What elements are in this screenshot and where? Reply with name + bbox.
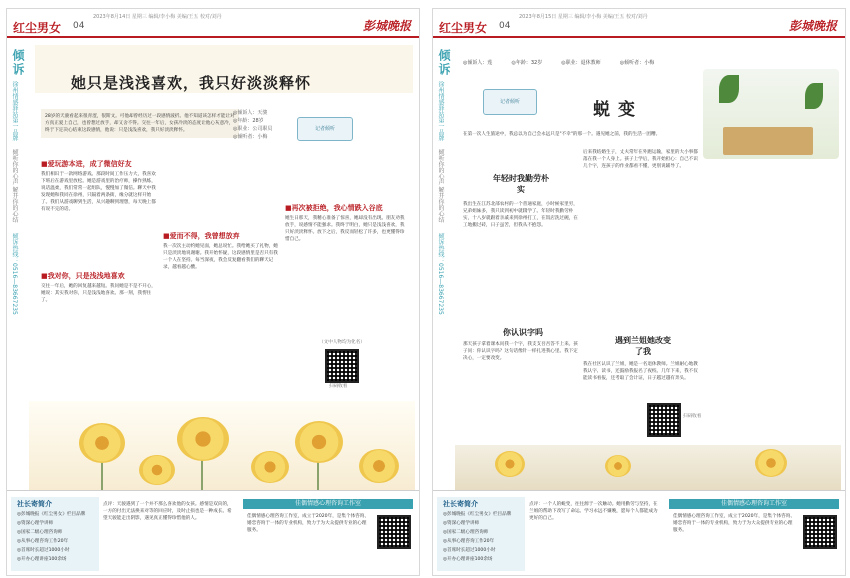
flower-decoration <box>139 455 175 485</box>
left-section-body: 交往一年后，她的回复越来越短。我问她是不是不开心，她说：其实我对你，只是浅浅地喜欢。那一刻，我愣住了。 <box>41 284 156 303</box>
left-newspaper-brand: 彭城晚报 <box>362 19 411 33</box>
left-page-header <box>7 9 419 39</box>
left-article-title: 她只是浅浅喜欢，我只好淡淡释怀 <box>71 74 312 92</box>
intro-line: ◎开办心理讲座100余场 <box>17 557 67 562</box>
left-header-meta: 2023年8月14日 星期三 编辑/李小梅 美编/王五 校对/刘丹 <box>93 14 222 20</box>
flower-decoration <box>755 449 787 477</box>
left-section-heading: ■再次被拒绝，我心情跌入谷底 <box>285 204 383 212</box>
right-newspaper-page <box>432 8 846 576</box>
intro-line: ◎国家二级心理咨询师 <box>17 530 63 535</box>
flower-decoration <box>79 423 125 463</box>
right-header-rule <box>433 36 845 38</box>
byline-line: ◎倾诉人：天骏 <box>233 110 268 116</box>
left-page-footer <box>7 490 419 575</box>
flower-decoration <box>495 451 525 477</box>
right-article-column: 我在社区认识了兰姐，她是一名退休教师。兰姐耐心地教我认字、读书，还鼓励我报名了夜校。几年下来，我不仅能读书看报，还考取了会计证，日子越过越有奔头。 <box>583 362 698 381</box>
right-reporter-stamp: 记者倾听 <box>483 89 537 115</box>
right-page-header <box>433 9 845 39</box>
right-page-footer <box>433 490 845 575</box>
byline-line: ◎年龄：28岁 <box>233 118 264 124</box>
right-subheading: 你认识字吗 <box>503 327 543 337</box>
left-flower-illustration <box>29 401 415 491</box>
right-footer-comment: 点评：一个人的蜕变，往往源于一次触动。她用勤劳与坚持，在兰姐的帮助下改写了命运。学习永远不嫌晚，愿每个人都能成为更好的自己。 <box>529 502 658 521</box>
book-decoration <box>723 127 813 155</box>
left-reporter-stamp: 记者倾听 <box>297 117 353 141</box>
right-subheading: 遇到兰姐她改变了我 <box>615 335 671 356</box>
flower-decoration <box>359 449 399 483</box>
ribbon-item: ◎年龄：32岁 <box>511 60 543 66</box>
left-header-rule <box>7 36 419 38</box>
right-studio-text: 佳偶情感心理咨询工作室，成立于2020年，是集个体咨询、婚恋咨询于一体的专业机构，致力于为大众提供专业的心理服务。 <box>673 514 795 533</box>
right-article-column: 那天孩子拿着课本问我一个字，我支支吾吾答不上来。孩子问：你认识字吗？这句话像针一样扎进我心里。我下定决心，一定要改变。 <box>463 342 578 361</box>
right-newspaper-brand: 彭城晚报 <box>788 19 837 33</box>
right-intro-title: 社长寄简介 <box>443 500 478 508</box>
left-section-heading: ■爱玩游本进，成了微信好友 <box>41 160 132 168</box>
left-strip-tagline: 徐州情感驿站第一品牌 <box>11 81 18 141</box>
right-header-meta: 2023年8月15日 星期三 编辑/李小梅 美编/王五 校对/刘丹 <box>519 14 648 20</box>
left-credit-note: （文中人物均为化名） <box>319 340 365 345</box>
left-section-body: 她生日那天，我精心准备了惊喜，她却没有出现。朋友劝我放手，说感情不能强求。我终于明白，她只是浅浅喜欢，我只好淡淡释怀。放下之后，我反而轻松了许多，也更懂得珍惜自己。 <box>285 216 405 242</box>
right-subheading: 年轻时我勤劳朴实 <box>493 173 549 194</box>
right-section-name: 红尘男女 <box>439 21 488 35</box>
right-page-number: 04 <box>499 21 511 31</box>
right-qr-code[interactable] <box>647 403 681 437</box>
right-bottom-illustration <box>455 445 841 491</box>
left-strip-subtitle: 倾听你的心声 解开你的心结 <box>11 149 18 223</box>
left-article-lead: 28岁的天骏看起来很青涩，很斯文。可他却曾经历过一段感情波折。他不知道该怎样才能让对方真正爱上自己，也曾想过放手，却又舍不得。交往一年后，女孩冷淡的态度让他心灰意冷，终于下定决心结束这段感情，他说：只是浅浅喜欢，我只好淡淡释怀。 <box>41 109 239 138</box>
intro-line: ◎资深心理学讲师 <box>443 521 480 526</box>
left-section-body: 我一次次主动约她见面，她总说忙。我给她买了礼物，她只是淡淡地说谢谢。我开始怀疑，这段感情里是否只有我一个人在坚持。每当深夜，我会反复翻看我们的聊天记录，越看越心酸。 <box>163 244 278 270</box>
right-studio-title: 佳偶情感心理咨询工作室 <box>669 499 839 509</box>
flower-decoration <box>605 455 631 477</box>
intro-line: ◎首席时长超过1000小时 <box>443 548 496 553</box>
left-newspaper-page <box>6 8 420 576</box>
left-section-body: 我们相识于一款网络游戏。那段时间工作压力大，我喜欢下班后在游戏里放松。她是游戏里的治疗师，操作熟练，说话温柔，我们常常一起组队，慢慢加了微信。聊天中我发现她和我同在徐州，只隔着两条街，缘分就这样开始了。我们从游戏聊到生活，从兴趣聊到理想，每天晚上都有说不完的话。 <box>41 172 156 212</box>
left-section-heading: ■我对你，只是浅浅地喜欢 <box>41 272 125 280</box>
plant-decoration <box>719 75 739 103</box>
flower-decoration <box>177 417 229 461</box>
left-studio-title: 佳偶情感心理咨询工作室 <box>243 499 413 509</box>
plant-decoration <box>805 83 823 109</box>
left-page-number: 04 <box>73 21 85 31</box>
right-strip-hotline: 倾诉热线：0516—83667235 <box>437 232 444 315</box>
intro-line: ◎从事心理咨询工作20年 <box>17 539 69 544</box>
left-footer-qr-code[interactable] <box>377 515 411 549</box>
ribbon-item: ◎倾诉人：莲 <box>463 60 493 66</box>
left-vertical-strip <box>10 49 28 485</box>
byline-line: ◎职业：公司职员 <box>233 126 273 132</box>
flower-decoration <box>295 421 343 463</box>
left-section-heading: ■爱而不得，我曾想放弃 <box>163 232 240 240</box>
intro-line: ◎首席时长超过1000小时 <box>17 548 70 553</box>
ribbon-item: ◎职业：退休教师 <box>561 60 601 66</box>
intro-line: ◎开办心理讲座100余场 <box>443 557 493 562</box>
intro-line: ◎彭城晚报《红尘男女》栏目品牌 <box>17 512 86 517</box>
right-byline-ribbon <box>463 49 839 66</box>
right-article-intro: 在第一次人生旅途中，我总以为自己会永远只是"不幸"的那一个。遇见她之前，我的生活一团糟。 <box>463 132 661 137</box>
left-strip-title: 倾诉 <box>11 49 25 77</box>
left-studio-text: 佳偶情感心理咨询工作室，成立于2020年，是集个体咨询、婚恋咨询于一体的专业机构，致力于为大众提供专业的心理服务。 <box>247 514 369 533</box>
right-article-title: 蜕变 <box>593 100 643 120</box>
right-strip-tagline: 徐州情感驿站第一品牌 <box>437 81 444 141</box>
right-strip-subtitle: 倾听你的心声 解开你的心结 <box>437 149 444 223</box>
right-article-column: 后来我结婚生子，丈夫常年在外跑运输，家里的大小事都落在我一个人身上。孩子上学后，我开始担心：自己不识几个字，连孩子的作业都看不懂，更别说辅导了。 <box>583 150 698 169</box>
intro-line: ◎国家二级心理咨询师 <box>443 530 489 535</box>
right-footer-qr-code[interactable] <box>803 515 837 549</box>
left-strip-hotline: 倾诉热线：0516—83667235 <box>11 232 18 315</box>
left-qr-code[interactable] <box>325 349 359 383</box>
intro-line: ◎资深心理学讲师 <box>17 521 54 526</box>
right-vertical-strip <box>436 49 454 485</box>
right-article-column: 我出生在江苏北部农村的一个普通家庭，小时候家里穷，兄弟姐妹多，我只读到初中就辍学了。年轻时我勤劳朴实，十八岁就跟着亲戚来到徐州打工，在饭店洗过碗，在工地搬过砖，日子虽苦，但我从不抱怨。 <box>463 202 578 228</box>
ribbon-item: ◎倾听者：小梅 <box>619 60 655 66</box>
byline-line: ◎倾听者：小梅 <box>233 134 268 140</box>
intro-line: ◎彭城晚报《红尘男女》栏目品牌 <box>443 512 512 517</box>
left-footer-comment: 点评：天骏遇到了一个并不那么喜欢他的女孩。感情是双向的，一方的付出无法换来对等的回应时，及时止损也是一种成长。希望天骏能走出阴影，遇见真正懂得珍惜他的人。 <box>103 502 232 521</box>
right-strip-title: 倾诉 <box>437 49 451 77</box>
left-intro-title: 社长寄简介 <box>17 500 52 508</box>
intro-line: ◎从事心理咨询工作20年 <box>443 539 495 544</box>
flower-decoration <box>251 451 289 483</box>
left-byline <box>233 109 287 141</box>
left-section-name: 红尘男女 <box>13 21 62 35</box>
right-qr-label: 扫码收看 <box>683 414 702 419</box>
left-qr-label: 扫码收看 <box>329 384 348 389</box>
